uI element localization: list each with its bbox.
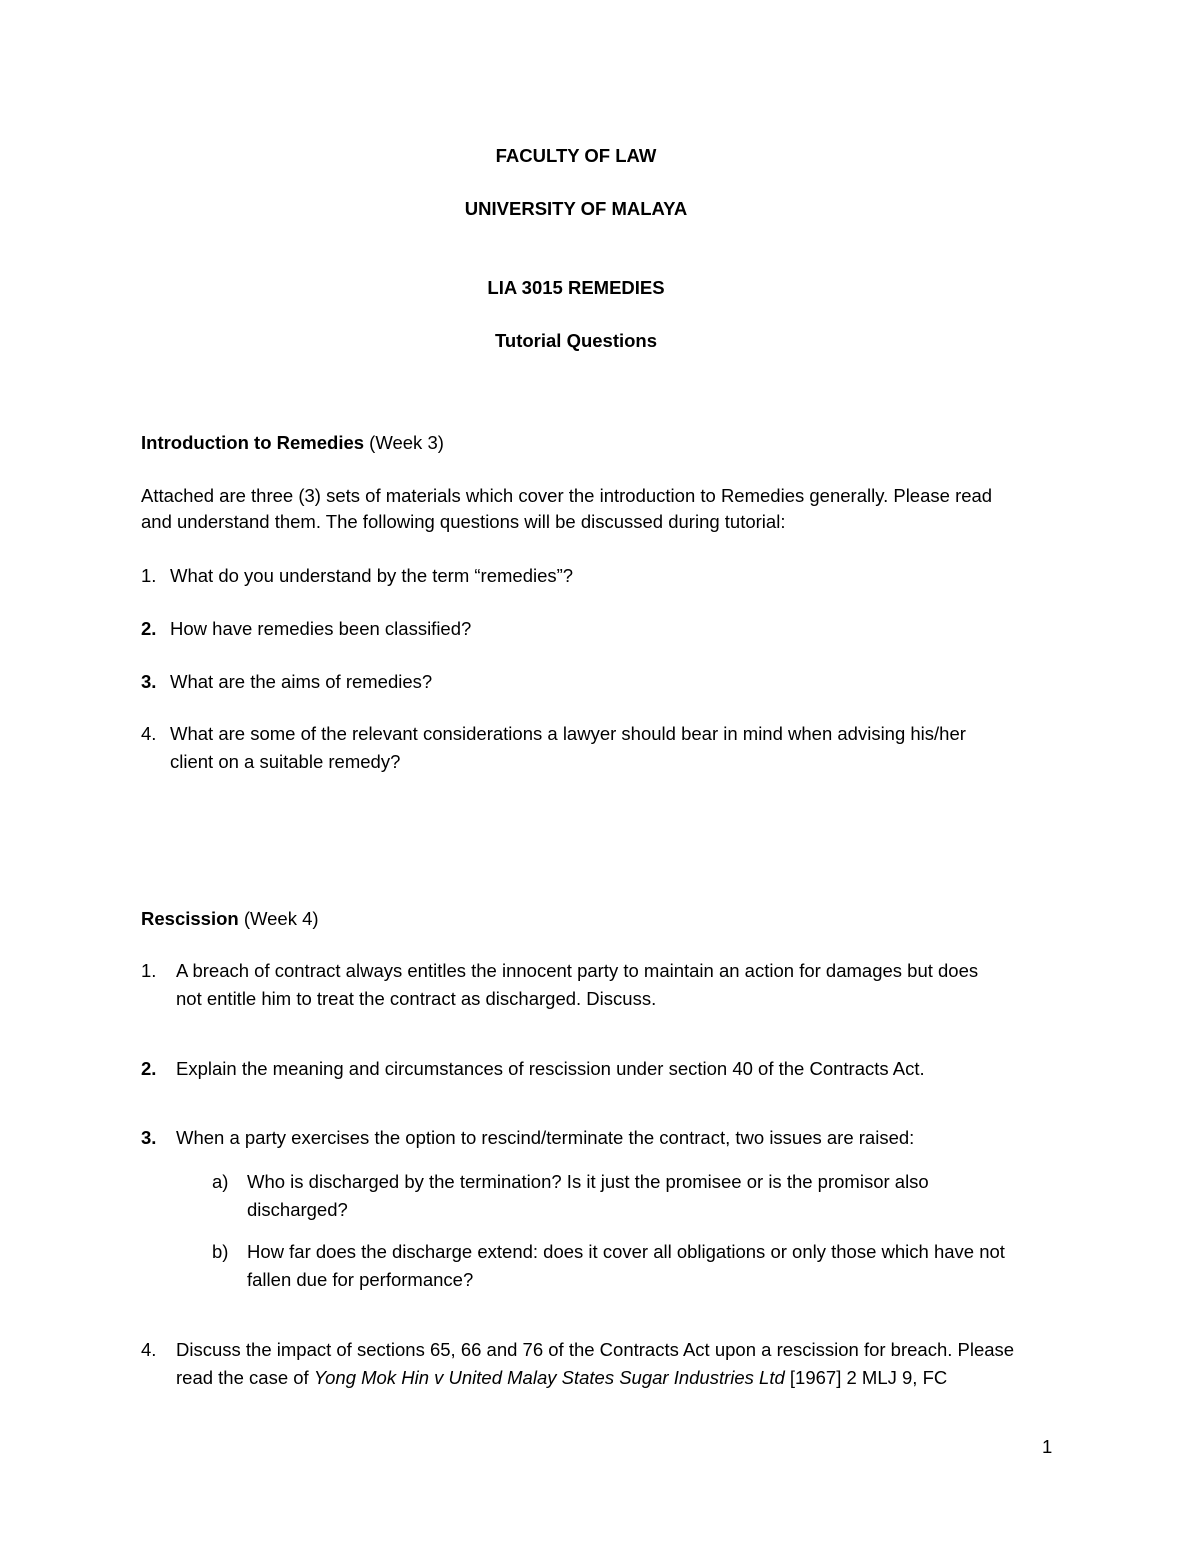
case-name: Yong Mok Hin v United Malay States Sugar Industries Ltd [313,1367,785,1388]
intro-paragraph-line-1: Attached are three (3) sets of materials which cover the introduction to Remedies generally. Please read [141,485,993,506]
section-heading-bold: Introduction to Remedies [141,432,365,453]
question-text-line-2: client on a suitable remedy? [170,751,401,772]
section-heading-week: (Week 4) [238,908,319,929]
document-subtitle: Tutorial Questions [494,330,658,351]
section-heading-rescission [141,908,319,930]
page-number: 1 [1042,1436,1053,1457]
question-number: 3. [141,671,157,692]
question-text: How have remedies been classified? [170,618,472,639]
case-intro: read the case of [176,1367,314,1388]
question-number: 4. [141,1339,157,1360]
question-text-line-2 [176,1367,947,1389]
question-text: What do you understand by the term “remedies”? [170,565,574,586]
question-text: When a party exercises the option to rescind/terminate the contract, two issues are raised: [176,1127,915,1148]
sub-question-text-line-1: Who is discharged by the termination? Is it just the promisee or is the promisor also [247,1171,929,1192]
question-number: 4. [141,723,157,744]
course-title: LIA 3015 REMEDIES [487,277,665,298]
section-heading-bold: Rescission [141,908,239,929]
sub-question-text-line-2: fallen due for performance? [247,1269,474,1290]
question-number: 2. [141,618,157,639]
question-text-line-1: Discuss the impact of sections 65, 66 and 76 of the Contracts Act upon a rescission for breach. Please [176,1339,1015,1360]
question-number: 1. [141,960,157,981]
question-number: 1. [141,565,157,586]
university-title: UNIVERSITY OF MALAYA [464,198,688,219]
intro-paragraph-line-2: and understand them. The following questions will be discussed during tutorial: [141,511,786,532]
sub-question-label: a) [212,1171,229,1192]
case-citation: [1967] 2 MLJ 9, FC [784,1367,948,1388]
question-text: Explain the meaning and circumstances of rescission under section 40 of the Contracts Act. [176,1058,925,1079]
sub-question-text-line-2: discharged? [247,1199,348,1220]
question-text: What are the aims of remedies? [170,671,433,692]
sub-question-text-line-1: How far does the discharge extend: does it cover all obligations or only those which have not [247,1241,1005,1262]
question-text-line-2: not entitle him to treat the contract as discharged. Discuss. [176,988,657,1009]
question-text-line-1: A breach of contract always entitles the innocent party to maintain an action for damages but does [176,960,979,981]
section-heading-week: (Week 3) [364,432,444,453]
question-number: 2. [141,1058,157,1079]
section-heading-introduction [141,432,444,454]
faculty-title: FACULTY OF LAW [495,145,657,166]
question-text-line-1: What are some of the relevant considerations a lawyer should bear in mind when advising his/her [170,723,966,744]
question-number: 3. [141,1127,157,1148]
sub-question-label: b) [212,1241,229,1262]
